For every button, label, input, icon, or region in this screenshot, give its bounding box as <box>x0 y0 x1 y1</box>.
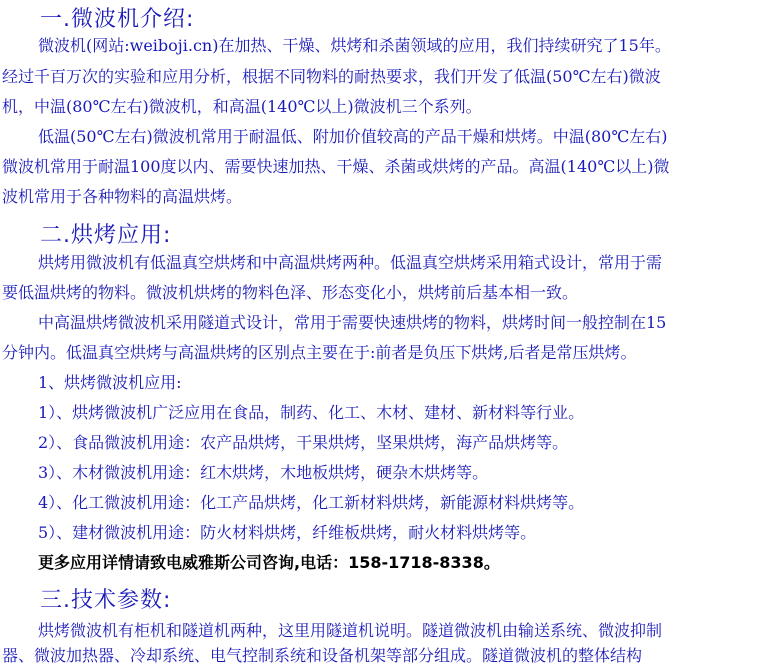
section1-para1-line3: 机，中温(80℃左右)微波机，和高温(140℃以上)微波机三个系列。 <box>2 97 482 116</box>
application-item-1: 1）、烘烤微波机广泛应用在食品，制药、化工、木材、建材、新材料等行业。 <box>38 403 585 422</box>
section1-para1-line1: 微波机(网站:weiboji.cn)在加热、干燥、烘烤和杀菌领域的应用，我们持续研究了15年。 <box>38 36 671 55</box>
section3-para1-line2: 器、微波加热器、冷却系统、电气控制系统和设备机架等部分组成。隧道微波机的整体结构 <box>2 646 643 665</box>
section3-heading: 三.技术参数: <box>40 588 172 613</box>
application-item-2: 2）、食品微波机用途：农产品烘烤，干果烘烤，坚果烘烤，海产品烘烤等。 <box>38 433 569 452</box>
section1-para2-line3: 波机常用于各种物料的高温烘烤。 <box>2 187 243 206</box>
section1-para2-line1: 低温(50℃左右)微波机常用于耐温低、附加价值较高的产品干燥和烘烤。中温(80℃左右) <box>38 127 668 146</box>
section2-para1-line2: 要低温烘烤的物料。微波机烘烤的物料色泽、形态变化小，烘烤前后基本相一致。 <box>2 283 579 302</box>
section2-para1-line1: 烘烤用微波机有低温真空烘烤和中高温烘烤两种。低温真空烘烤采用箱式设计，常用于需 <box>38 253 663 272</box>
section2-para2-line1: 中高温烘烤微波机采用隧道式设计，常用于需要快速烘烤的物料，烘烤时间一般控制在15 <box>38 313 667 332</box>
section1-para2-line2: 微波机常用于耐温100度以内、需要快速加热、干燥、杀菌或烘烤的产品。高温(140℃以上)微 <box>2 157 670 176</box>
contact-line: 更多应用详情请致电威雅斯公司咨询,电话：158-1718-8338。 <box>38 553 500 572</box>
section1-para1-line2: 经过千百万次的实验和应用分析，根据不同物料的耐热要求，我们开发了低温(50℃左右)微波 <box>2 67 661 86</box>
application-item-4: 4）、化工微波机用途：化工产品烘烤，化工新材料烘烤，新能源材料烘烤等。 <box>38 493 585 512</box>
section2-para2-line2: 分钟内。低温真空烘烤与高温烘烤的区别点主要在于:前者是负压下烘烤,后者是常压烘烤。 <box>2 343 637 362</box>
section3-para1-line1: 烘烤微波机有柜机和隧道机两种，这里用隧道机说明。隧道微波机由输送系统、微波抑制 <box>38 621 663 640</box>
section2-heading: 二.烘烤应用: <box>40 223 172 248</box>
section2-sub-heading: 1、烘烤微波机应用: <box>38 373 182 392</box>
application-item-5: 5）、建材微波机用途：防火材料烘烤，纤维板烘烤，耐火材料烘烤等。 <box>38 523 537 542</box>
section1-heading: 一.微波机介绍: <box>40 7 195 32</box>
application-item-3: 3）、木材微波机用途：红木烘烤，木地板烘烤，硬杂木烘烤等。 <box>38 463 489 482</box>
